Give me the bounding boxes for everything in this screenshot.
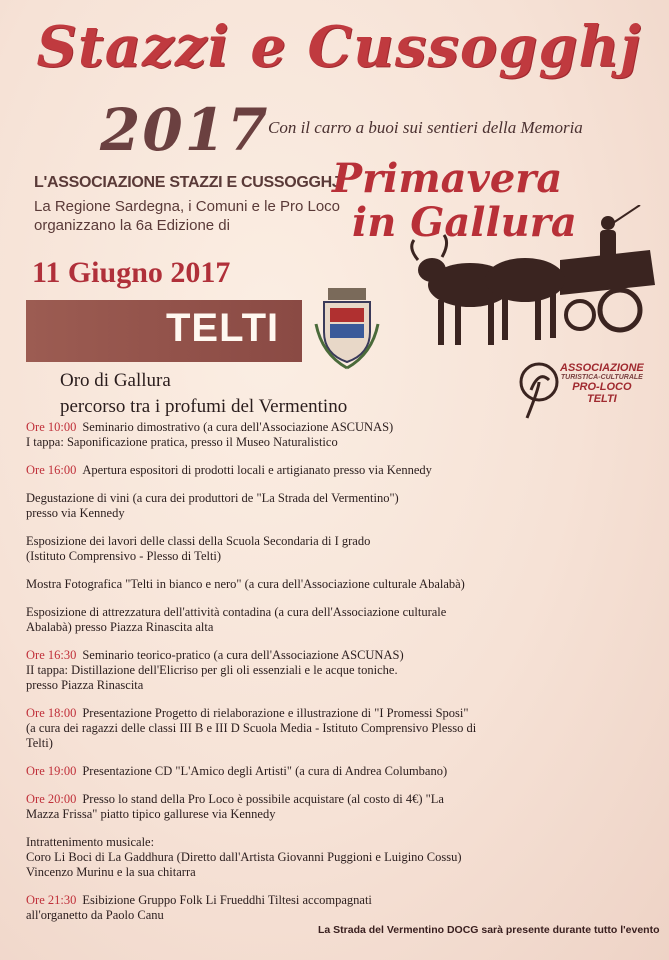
proloco-line-2: TURISTICA-CULTURALE — [560, 374, 643, 381]
schedule-text-2: II tappa: Distillazione dell'Elicriso per gli oli essenziali e le acque toniche. — [26, 663, 398, 677]
proloco-line-3: PRO-LOCO — [572, 381, 632, 393]
schedule-item — [26, 491, 636, 521]
schedule-text: Degustazione di vini (a cura dei produttori de "La Strada del Vermentino") — [26, 491, 399, 505]
theme-line-1: Oro di Gallura — [60, 370, 171, 391]
proloco-text — [560, 362, 644, 405]
organizer-line-3: organizzano la 6a Edizione di — [34, 217, 230, 234]
schedule-time: Ore 20:00 — [26, 792, 77, 806]
schedule-text: Intrattenimento musicale: — [26, 835, 155, 849]
schedule-text-2: I tappa: Saponificazione pratica, presso il Museo Naturalistico — [26, 435, 338, 449]
schedule-time: Ore 16:30 — [26, 648, 77, 662]
poster-year: 2017 — [100, 96, 270, 164]
schedule-item — [26, 764, 636, 779]
schedule-time: Ore 21:30 — [26, 893, 77, 907]
schedule-time: Ore 10:00 — [26, 420, 77, 434]
schedule-text-3: Vincenzo Murinu e la sua chitarra — [26, 865, 196, 879]
schedule-item — [26, 792, 636, 822]
schedule-text-3: Telti) — [26, 736, 53, 750]
schedule-text: Presso lo stand della Pro Loco è possibile acquistare (al costo di 4€) "La — [82, 792, 444, 806]
proloco-logo-icon — [517, 360, 561, 422]
schedule-text: Apertura espositori di prodotti locali e artigianato presso via Kennedy — [82, 463, 432, 477]
schedule-item — [26, 835, 636, 880]
poster-title: Stazzi e Cussogghj — [36, 14, 642, 80]
organizer-line-1: L'ASSOCIAZIONE STAZZI E CUSSOGGHJ — [34, 174, 341, 191]
organizer-lines — [34, 197, 340, 235]
schedule-item — [26, 605, 636, 635]
footer-note: La Strada del Vermentino DOCG sarà presente durante tutto l'evento — [318, 924, 660, 936]
poster-subtitle: Con il carro a buoi sui sentieri della Memoria — [268, 118, 583, 137]
schedule-time: Ore 16:00 — [26, 463, 77, 477]
schedule-item — [26, 534, 636, 564]
schedule-item — [26, 420, 636, 450]
schedule-text-2: presso via Kennedy — [26, 506, 125, 520]
event-schedule — [26, 420, 636, 936]
coat-of-arms-icon — [312, 284, 382, 374]
schedule-text: Presentazione Progetto di rielaborazione e illustrazione di "I Promessi Sposi" — [82, 706, 469, 720]
schedule-text-2: Mazza Frissa" piatto tipico gallurese via Kennedy — [26, 807, 276, 821]
schedule-text: Esibizione Gruppo Folk Li Frueddhi Tiltesi accompagnati — [82, 893, 372, 907]
proloco-line-4: TELTI — [587, 393, 617, 405]
ox-cart-illustration — [410, 205, 660, 365]
schedule-text-2: (a cura dei ragazzi delle classi III B e III D Scuola Media - Istituto Comprensivo Plesso di — [26, 721, 477, 735]
schedule-text: Esposizione dei lavori delle classi della Scuola Secondaria di I grado — [26, 534, 371, 548]
event-name-line-2: in Gallura — [352, 199, 577, 246]
schedule-text-2: all'organetto da Paolo Canu — [26, 908, 164, 922]
schedule-item — [26, 706, 636, 751]
schedule-time: Ore 18:00 — [26, 706, 77, 720]
proloco-line-1: ASSOCIAZIONE — [560, 362, 644, 374]
event-date: 11 Giugno 2017 — [32, 256, 231, 289]
schedule-text-2: (Istituto Comprensivo - Plesso di Telti) — [26, 549, 222, 563]
schedule-text: Seminario dimostrativo (a cura dell'Associazione ASCUNAS) — [82, 420, 394, 434]
schedule-time: Ore 19:00 — [26, 764, 77, 778]
schedule-item — [26, 893, 636, 923]
schedule-text-3: presso Piazza Rinascita — [26, 678, 144, 692]
schedule-item — [26, 577, 636, 592]
place-name: TELTI — [166, 306, 280, 350]
schedule-text: Presentazione CD "L'Amico degli Artisti" (a cura di Andrea Columbano) — [82, 764, 448, 778]
schedule-text-2: Abalabà) presso Piazza Rinascita alta — [26, 620, 214, 634]
schedule-text: Mostra Fotografica "Telti in bianco e nero" (a cura dell'Associazione culturale Abalabà) — [26, 577, 465, 591]
event-name-line-1: Primavera — [332, 155, 563, 202]
schedule-text: Esposizione di attrezzatura dell'attività contadina (a cura dell'Associazione culturale — [26, 605, 447, 619]
theme-line-2: percorso tra i profumi del Vermentino — [60, 396, 348, 417]
schedule-item — [26, 648, 636, 693]
schedule-text: Seminario teorico-pratico (a cura dell'Associazione ASCUNAS) — [82, 648, 404, 662]
schedule-item — [26, 463, 636, 478]
schedule-text-2: Coro Li Boci di La Gaddhura (Diretto dall'Artista Giovanni Puggioni e Luigino Cossu) — [26, 850, 462, 864]
organizer-line-2: La Regione Sardegna, i Comuni e le Pro Loco — [34, 198, 341, 215]
